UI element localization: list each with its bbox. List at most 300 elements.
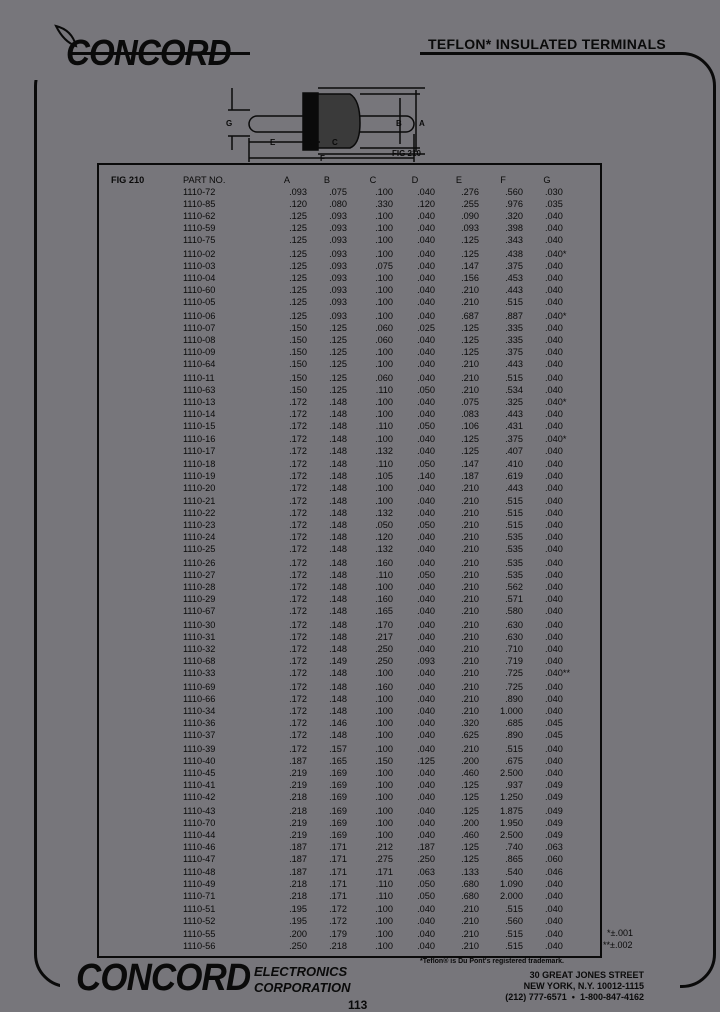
cell-e: .210 <box>461 668 479 679</box>
cell-c: .100 <box>375 482 393 493</box>
cell-e: .255 <box>461 199 479 210</box>
cell-e: .210 <box>461 619 479 630</box>
cell-b: .148 <box>329 558 347 569</box>
cell-e: .147 <box>461 458 479 469</box>
cell-e: .147 <box>461 260 479 271</box>
table-row <box>99 915 600 927</box>
table-row <box>99 470 600 482</box>
part-number: 1110-23 <box>183 520 216 531</box>
cell-g: .040 <box>545 767 563 778</box>
table-row <box>99 358 600 370</box>
cell-b: .171 <box>329 841 347 852</box>
cell-e: .210 <box>461 606 479 617</box>
cell-e: .460 <box>461 829 479 840</box>
col-header-a: A <box>283 175 291 185</box>
footer-logo: CONCORD <box>76 957 251 999</box>
cell-g: .035 <box>545 199 563 210</box>
cell-b: .148 <box>329 408 347 419</box>
cell-b: .080 <box>329 199 347 210</box>
cell-b: .093 <box>329 235 347 246</box>
cell-e: .125 <box>461 346 479 357</box>
cell-e: .680 <box>461 891 479 902</box>
cell-b: .169 <box>329 767 347 778</box>
cell-f: .443 <box>505 285 523 295</box>
cell-a: .219 <box>289 779 307 790</box>
cell-e: .680 <box>461 879 479 890</box>
part-number: 1110-49 <box>183 879 216 890</box>
cell-a: .150 <box>289 322 307 333</box>
cell-a: .172 <box>289 458 307 469</box>
cell-c: .250 <box>375 644 393 655</box>
cell-g: .040** <box>545 668 571 679</box>
cell-a: .125 <box>289 235 307 246</box>
cell-e: .210 <box>461 496 479 507</box>
part-number: 1110-66 <box>183 693 216 704</box>
table-row <box>99 755 600 767</box>
cell-d: .040 <box>417 681 435 692</box>
cell-d: .040 <box>417 272 435 283</box>
table-row <box>99 643 600 655</box>
cell-c: .100 <box>375 929 393 940</box>
cell-g: .040 <box>545 470 563 481</box>
cell-d: .040 <box>417 632 435 642</box>
cell-a: .172 <box>289 632 307 642</box>
cell-c: .100 <box>375 668 393 679</box>
part-number: 1110-71 <box>183 891 216 902</box>
company-line2: CORPORATION <box>254 980 351 995</box>
dim-c-label: C <box>332 138 338 147</box>
cell-g: .040 <box>545 223 563 234</box>
part-number: 1110-27 <box>183 570 216 581</box>
cell-a: .120 <box>289 199 307 210</box>
cell-a: .172 <box>289 434 307 445</box>
cell-d: .040 <box>417 358 435 369</box>
cell-d: .040 <box>417 310 435 321</box>
cell-d: .040 <box>417 829 435 840</box>
cell-b: .125 <box>329 322 347 333</box>
cell-d: .040 <box>417 408 435 419</box>
part-number: 1110-21 <box>183 496 216 507</box>
table-row <box>99 928 600 940</box>
cell-e: .156 <box>461 272 479 283</box>
cell-d: .040 <box>417 582 435 593</box>
cell-d: .040 <box>417 223 435 234</box>
cell-a: .172 <box>289 396 307 407</box>
cell-c: .100 <box>375 248 393 259</box>
cell-e: .125 <box>461 235 479 246</box>
table-row <box>99 619 600 631</box>
table-row <box>99 605 600 617</box>
cell-c: .160 <box>375 558 393 569</box>
cell-g: .040 <box>545 570 563 581</box>
company-line1: ELECTRONICS <box>254 964 348 979</box>
cell-a: .172 <box>289 496 307 507</box>
cell-b: .169 <box>329 805 347 816</box>
cell-c: .100 <box>375 358 393 369</box>
cell-a: .172 <box>289 408 307 419</box>
cell-e: .210 <box>461 558 479 569</box>
cell-a: .172 <box>289 730 307 740</box>
cell-a: .172 <box>289 681 307 692</box>
cell-g: .040* <box>545 434 567 445</box>
cell-d: .063 <box>417 867 435 878</box>
cell-e: .125 <box>461 322 479 333</box>
cell-a: .172 <box>289 668 307 679</box>
part-number: 1110-24 <box>183 532 216 543</box>
part-number: 1110-59 <box>183 223 216 234</box>
cell-e: .200 <box>461 755 479 766</box>
part-number: 1110-31 <box>183 632 216 642</box>
cell-f: 1.250 <box>500 791 523 802</box>
cell-d: .050 <box>417 891 435 902</box>
cell-d: .040 <box>417 434 435 445</box>
cell-f: .740 <box>505 841 523 852</box>
cell-b: .165 <box>329 755 347 766</box>
table-row <box>99 372 600 384</box>
cell-c: .110 <box>375 420 393 431</box>
cell-b: .148 <box>329 434 347 445</box>
cell-a: .172 <box>289 482 307 493</box>
table-row <box>99 878 600 890</box>
table-row <box>99 593 600 605</box>
cell-f: .515 <box>505 929 523 940</box>
cell-c: .100 <box>375 829 393 840</box>
cell-f: .515 <box>505 372 523 383</box>
part-number: 1110-08 <box>183 334 216 345</box>
cell-g: .040 <box>545 272 563 283</box>
cell-f: .719 <box>505 656 523 667</box>
cell-g: .040 <box>545 520 563 531</box>
cell-g: .049 <box>545 829 563 840</box>
cell-e: .125 <box>461 434 479 445</box>
cell-g: .040 <box>545 285 563 295</box>
part-number: 1110-36 <box>183 717 216 728</box>
cell-d: .050 <box>417 570 435 581</box>
part-number: 1110-43 <box>183 805 216 816</box>
table-row <box>99 420 600 432</box>
cell-c: .100 <box>375 434 393 445</box>
part-number: 1110-48 <box>183 867 216 878</box>
cell-c: .100 <box>375 408 393 419</box>
table-header-row <box>99 174 600 186</box>
cell-g: .040 <box>545 693 563 704</box>
cell-g: .040 <box>545 755 563 766</box>
cell-g: .040 <box>545 372 563 383</box>
cell-e: .125 <box>461 446 479 457</box>
cell-e: .210 <box>461 532 479 543</box>
cell-g: .040 <box>545 446 563 457</box>
table-row <box>99 260 600 272</box>
cell-b: .148 <box>329 582 347 593</box>
table-row <box>99 210 600 222</box>
cell-d: .040 <box>417 606 435 617</box>
part-number: 1110-30 <box>183 619 216 630</box>
cell-f: .343 <box>505 235 523 246</box>
cell-e: .125 <box>461 791 479 802</box>
cell-f: .443 <box>505 358 523 369</box>
cell-c: .275 <box>375 853 393 864</box>
part-number: 1110-44 <box>183 829 216 840</box>
table-row <box>99 903 600 915</box>
dim-a-label: A <box>419 119 425 128</box>
cell-g: .040 <box>545 482 563 493</box>
cell-d: .050 <box>417 420 435 431</box>
cell-f: .535 <box>505 544 523 555</box>
cell-g: .040 <box>545 558 563 569</box>
cell-d: .040 <box>417 558 435 569</box>
cell-a: .187 <box>289 841 307 852</box>
table-row <box>99 482 600 494</box>
part-number: 1110-34 <box>183 705 216 716</box>
part-number: 1110-60 <box>183 285 216 295</box>
part-number: 1110-75 <box>183 235 216 246</box>
cell-d: .250 <box>417 853 435 864</box>
part-number: 1110-72 <box>183 187 216 197</box>
table-row <box>99 519 600 531</box>
cell-a: .172 <box>289 717 307 728</box>
cell-g: .040 <box>545 334 563 345</box>
cell-f: .890 <box>505 693 523 704</box>
cell-a: .125 <box>289 260 307 271</box>
table-row <box>99 346 600 358</box>
part-number: 1110-19 <box>183 470 216 481</box>
table-row <box>99 681 600 693</box>
cell-c: .132 <box>375 544 393 555</box>
cell-c: .100 <box>375 211 393 222</box>
cell-d: .040 <box>417 805 435 816</box>
cell-a: .125 <box>289 272 307 283</box>
cell-c: .100 <box>375 272 393 283</box>
cell-b: .148 <box>329 458 347 469</box>
address-line2: NEW YORK, N.Y. 10012-1115 <box>523 981 644 991</box>
cell-b: .125 <box>329 384 347 395</box>
table-row <box>99 384 600 396</box>
fig-label: FIG 210 <box>111 175 145 185</box>
cell-e: .187 <box>461 470 479 481</box>
cell-c: .075 <box>375 260 393 271</box>
cell-e: .210 <box>461 544 479 555</box>
table-row <box>99 693 600 705</box>
cell-f: .571 <box>505 594 523 605</box>
cell-b: .148 <box>329 520 347 531</box>
cell-b: .149 <box>329 656 347 667</box>
cell-c: .250 <box>375 656 393 667</box>
cell-c: .100 <box>375 743 393 754</box>
cell-b: .171 <box>329 879 347 890</box>
cell-c: .100 <box>375 285 393 295</box>
cell-f: 2.500 <box>500 767 523 778</box>
cell-d: .050 <box>417 384 435 395</box>
cell-g: .040 <box>545 929 563 940</box>
cell-b: .093 <box>329 297 347 308</box>
cell-f: .515 <box>505 297 523 308</box>
cell-a: .195 <box>289 915 307 926</box>
cell-a: .150 <box>289 372 307 383</box>
cell-a: .172 <box>289 508 307 519</box>
cell-c: .120 <box>375 532 393 543</box>
cell-g: .040 <box>545 891 563 902</box>
table-row <box>99 222 600 234</box>
part-number: 1110-51 <box>183 903 216 914</box>
cell-d: .040 <box>417 334 435 345</box>
address-line1: 30 GREAT JONES STREET <box>529 970 644 980</box>
cell-d: .040 <box>417 496 435 507</box>
cell-g: .040 <box>545 408 563 419</box>
cell-d: .120 <box>417 199 435 210</box>
cell-f: .335 <box>505 334 523 345</box>
cell-c: .100 <box>375 235 393 246</box>
cell-b: .148 <box>329 508 347 519</box>
cell-a: .172 <box>289 619 307 630</box>
header-logo: CONCORD <box>66 32 231 73</box>
cell-d: .187 <box>417 841 435 852</box>
cell-c: .160 <box>375 594 393 605</box>
cell-g: .049 <box>545 791 563 802</box>
cell-b: .148 <box>329 496 347 507</box>
cell-g: .040 <box>545 508 563 519</box>
cell-g: .040 <box>545 705 563 716</box>
table-row <box>99 631 600 643</box>
cell-g: .040 <box>545 211 563 222</box>
cell-a: .150 <box>289 346 307 357</box>
cell-a: .218 <box>289 891 307 902</box>
cell-c: .100 <box>375 767 393 778</box>
cell-f: .675 <box>505 755 523 766</box>
cell-d: .040 <box>417 248 435 259</box>
dim-b-label: B <box>396 119 402 128</box>
cell-b: .125 <box>329 346 347 357</box>
cell-c: .160 <box>375 681 393 692</box>
cell-a: .125 <box>289 223 307 234</box>
cell-f: .335 <box>505 322 523 333</box>
cell-b: .125 <box>329 372 347 383</box>
cell-e: .210 <box>461 594 479 605</box>
table-row <box>99 334 600 346</box>
cell-b: .146 <box>329 717 347 728</box>
cell-f: .535 <box>505 532 523 543</box>
cell-d: .025 <box>417 322 435 333</box>
cell-e: .210 <box>461 656 479 667</box>
cell-b: .148 <box>329 482 347 493</box>
cell-b: .148 <box>329 420 347 431</box>
cell-b: .148 <box>329 446 347 457</box>
cell-g: .049 <box>545 817 563 828</box>
cell-c: .110 <box>375 570 393 581</box>
cell-d: .040 <box>417 260 435 271</box>
cell-b: .093 <box>329 223 347 234</box>
cell-f: .438 <box>505 248 523 259</box>
cell-c: .100 <box>375 791 393 802</box>
table-row <box>99 458 600 470</box>
cell-c: .060 <box>375 372 393 383</box>
cell-d: .040 <box>417 915 435 926</box>
cell-f: .431 <box>505 420 523 431</box>
part-number: 1110-47 <box>183 853 216 864</box>
cell-d: .040 <box>417 779 435 790</box>
cell-c: .100 <box>375 941 393 952</box>
cell-g: .040 <box>545 582 563 593</box>
part-number: 1110-07 <box>183 322 216 333</box>
part-number: 1110-62 <box>183 211 216 222</box>
cell-a: .172 <box>289 558 307 569</box>
cell-g: .049 <box>545 779 563 790</box>
part-number: 1110-16 <box>183 434 216 445</box>
cell-a: .125 <box>289 297 307 308</box>
part-number: 1110-22 <box>183 508 216 519</box>
cell-f: .443 <box>505 408 523 419</box>
cell-g: .040 <box>545 496 563 507</box>
cell-g: .040 <box>545 619 563 630</box>
part-number: 1110-40 <box>183 755 216 766</box>
cell-b: .169 <box>329 817 347 828</box>
cell-a: .218 <box>289 879 307 890</box>
cell-b: .093 <box>329 248 347 259</box>
cell-e: .210 <box>461 915 479 926</box>
part-number: 1110-63 <box>183 384 216 395</box>
cell-d: .040 <box>417 817 435 828</box>
feather-icon <box>52 22 80 50</box>
cell-d: .040 <box>417 544 435 555</box>
cell-f: .515 <box>505 903 523 914</box>
table-row <box>99 569 600 581</box>
cell-g: .040* <box>545 248 567 259</box>
cell-b: .148 <box>329 619 347 630</box>
cell-a: .195 <box>289 903 307 914</box>
cell-a: .172 <box>289 544 307 555</box>
cell-c: .100 <box>375 297 393 308</box>
cell-b: .148 <box>329 644 347 655</box>
dim-g-label: G <box>226 119 233 128</box>
col-header-b: B <box>323 175 331 185</box>
cell-e: .210 <box>461 372 479 383</box>
table-row <box>99 853 600 865</box>
part-number: 1110-56 <box>183 941 216 952</box>
cell-c: .165 <box>375 606 393 617</box>
cell-b: .148 <box>329 705 347 716</box>
cell-e: .125 <box>461 779 479 790</box>
part-number: 1110-20 <box>183 482 216 493</box>
cell-g: .040 <box>545 644 563 655</box>
cell-d: .040 <box>417 446 435 457</box>
table-row <box>99 198 600 210</box>
cell-d: .040 <box>417 619 435 630</box>
cell-d: .040 <box>417 730 435 740</box>
cell-c: .100 <box>375 915 393 926</box>
cell-b: .148 <box>329 606 347 617</box>
cell-f: .515 <box>505 520 523 531</box>
cell-g: .040* <box>545 310 567 321</box>
tolerance-double: **±.002 <box>603 940 633 950</box>
table-row <box>99 866 600 878</box>
cell-e: .210 <box>461 508 479 519</box>
part-number: 1110-33 <box>183 668 216 679</box>
cell-f: .562 <box>505 582 523 593</box>
cell-c: .100 <box>375 817 393 828</box>
cell-c: .110 <box>375 384 393 395</box>
cell-g: .040 <box>545 632 563 642</box>
cell-f: .375 <box>505 346 523 357</box>
cell-a: .150 <box>289 384 307 395</box>
table-row <box>99 829 600 841</box>
table-row <box>99 729 600 741</box>
cell-f: .515 <box>505 941 523 952</box>
cell-c: .100 <box>375 903 393 914</box>
cell-a: .172 <box>289 743 307 754</box>
cell-c: .105 <box>375 470 393 481</box>
table-row <box>99 890 600 902</box>
part-number: 1110-28 <box>183 582 216 593</box>
cell-e: .210 <box>461 941 479 952</box>
